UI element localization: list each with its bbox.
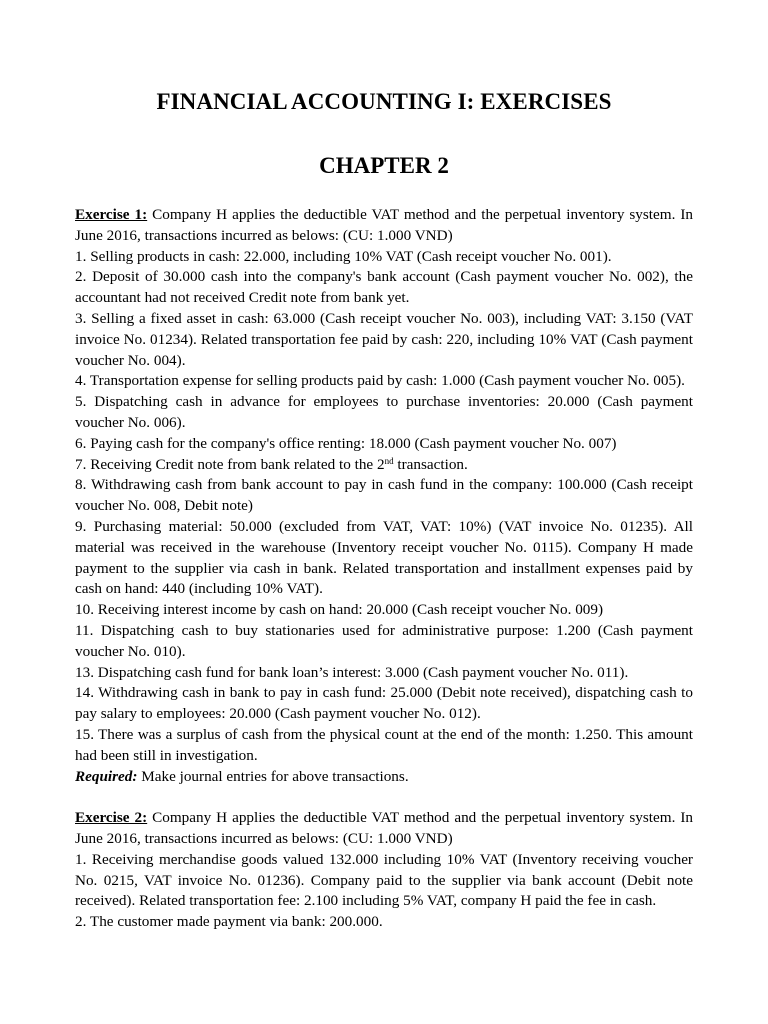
exercise-2 [75, 808, 693, 933]
exercise-1-intro [75, 205, 693, 247]
exercise-1-item-6: 6. Paying cash for the company's office renting: 18.000 (Cash payment voucher No. 007) [75, 434, 617, 452]
exercise-1-required [75, 767, 693, 788]
item-7-superscript: nd [384, 455, 394, 466]
exercise-2-item-2: 2. The customer made payment via bank: 200.000. [75, 913, 383, 931]
exercise-1-item-14: 14. Withdrawing cash in bank to pay in cash fund: 25.000 (Debit note received), dispatching cash to pay salary to employees: 20.000 (Cash payment voucher No. 012). [75, 684, 693, 723]
exercise-1-item-11: 11. Dispatching cash to buy stationaries used for administrative purpose: 1.200 (Cash payment voucher No. 010). [75, 621, 693, 660]
exercise-2-label: Exercise 2: [75, 809, 148, 827]
item-7-suffix: transaction. [393, 455, 468, 473]
exercise-1-item-9: 9. Purchasing material: 50.000 (excluded from VAT, VAT: 10%) (VAT invoice No. 01235). All material was received in the warehouse (Inventory receipt voucher No. 0115). Company H made payment to the supplier via cash in bank. Related transportation and installment expenses paid by cash on hand: 440 (including 10% VAT). [75, 517, 693, 598]
document-title: FINANCIAL ACCOUNTING I: EXERCISES [156, 89, 612, 114]
exercise-1-item-10: 10. Receiving interest income by cash on hand: 20.000 (Cash receipt voucher No. 009) [75, 601, 604, 619]
exercise-1-item-4: 4. Transportation expense for selling products paid by cash: 1.000 (Cash payment voucher No. 005). [75, 372, 685, 390]
exercise-2-intro-text: Company H applies the deductible VAT method and the perpetual inventory system. In June 2016, transactions incurred as belows: (CU: 1.000 VND) [75, 809, 693, 847]
exercise-1-label: Exercise 1: [75, 206, 148, 223]
exercise-1-item-3: 3. Selling a fixed asset in cash: 63.000 (Cash receipt voucher No. 003), including VAT: 3.150 (VAT invoice No. 01234). Related transportation fee paid by cash: 220, including 10% VAT (Cash payment voucher No. 004). [75, 309, 693, 369]
exercise-2-item-1: 1. Receiving merchandise goods valued 132.000 including 10% VAT (Inventory receiving voucher No. 0215, VAT invoice No. 01236). Company paid to the supplier via bank account (Debit note received). Related transportation fee: 2.100 including 5% VAT, company H paid the fee in cash. [75, 850, 693, 910]
exercise-2-intro [75, 808, 693, 850]
required-text: Make journal entries for above transactions. [137, 767, 409, 785]
exercise-1-item-5: 5. Dispatching cash in advance for employees to purchase inventories: 20.000 (Cash payment voucher No. 006). [75, 393, 693, 431]
exercise-1-item-7 [75, 455, 693, 476]
chapter-title: CHAPTER 2 [319, 153, 449, 178]
exercise-1-intro-text: Company H applies the deductible VAT method and the perpetual inventory system. In June 2016, transactions incurred as belows: (CU: 1.000 VND) [75, 206, 693, 244]
exercise-1-item-13: 13. Dispatching cash fund for bank loan’s interest: 3.000 (Cash payment voucher No. 011). [75, 663, 629, 681]
exercise-1-item-2: 2. Deposit of 30.000 cash into the company's bank account (Cash payment voucher No. 002), the accountant had not received Credit note from bank yet. [75, 268, 693, 307]
exercise-1-item-15: 15. There was a surplus of cash from the physical count at the end of the month: 1.250. This amount had been still in investigation. [75, 725, 693, 764]
item-7-prefix: 7. Receiving Credit note from bank related to the 2 [75, 455, 385, 473]
exercise-1-item-1: 1. Selling products in cash: 22.000, including 10% VAT (Cash receipt voucher No. 001). [75, 247, 612, 265]
exercise-1-item-8: 8. Withdrawing cash from bank account to pay in cash fund in the company: 100.000 (Cash receipt voucher No. 008, Debit note) [75, 476, 693, 515]
required-label: Required: [75, 767, 138, 785]
exercise-1 [75, 205, 693, 787]
